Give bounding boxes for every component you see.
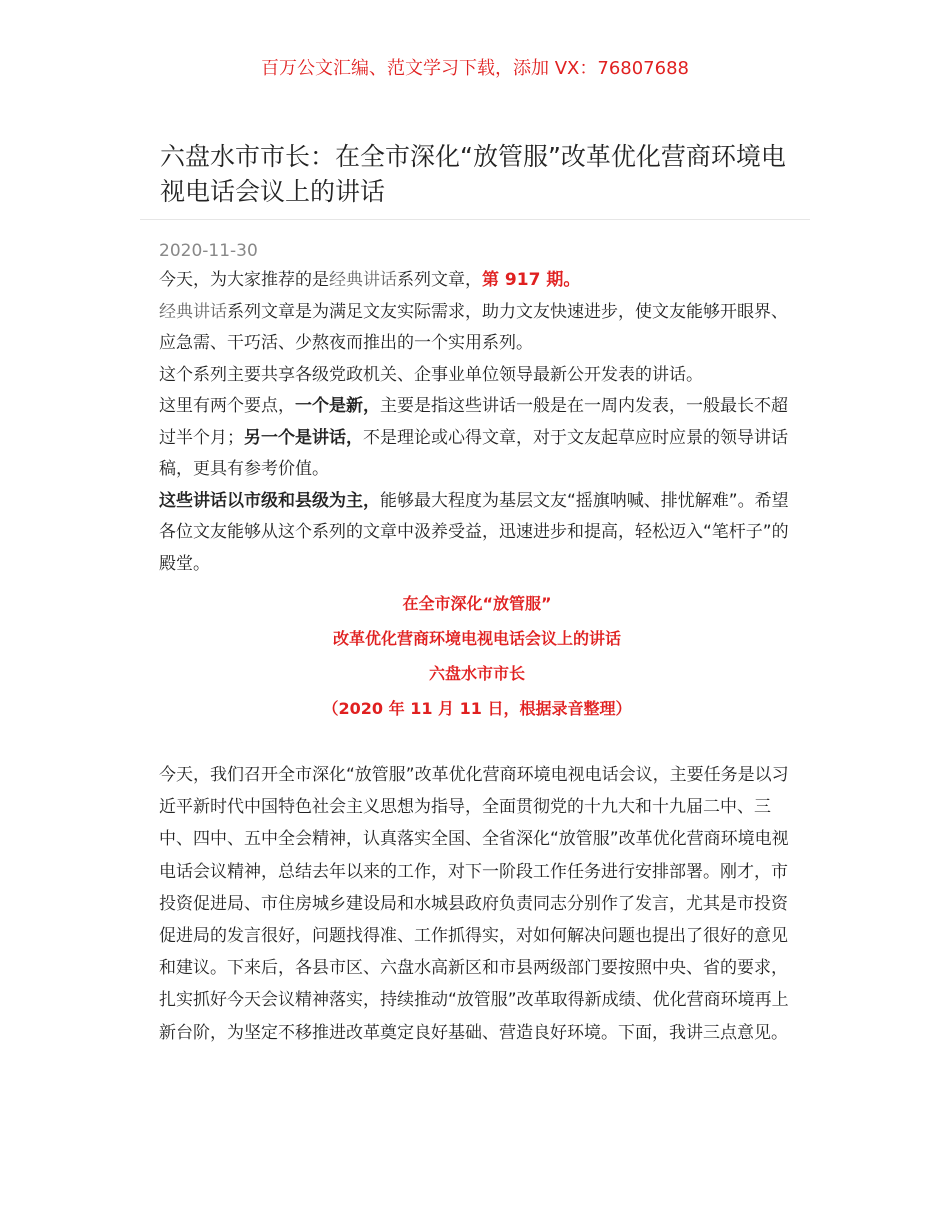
intro-text: 这里有两个要点， <box>159 396 295 416</box>
intro-section <box>159 265 795 580</box>
speech-date-note: （2020 年 11 月 11 日，根据录音整理） <box>322 699 632 718</box>
key-point: 这些讲话以市级和县级为主， <box>159 490 380 511</box>
speech-title-line-2: 改革优化营商环境电视电话会议上的讲话 <box>332 629 621 648</box>
publish-date: 2020-11-30 <box>159 241 258 261</box>
series-name: 经典讲话 <box>159 301 227 322</box>
key-point: 一个是新， <box>295 396 380 416</box>
intro-paragraph-1 <box>159 265 795 297</box>
speech-speaker: 六盘水市市长 <box>428 664 525 683</box>
promo-banner: 百万公文汇编、范文学习下载，添加 VX：76807688 <box>261 58 689 79</box>
issue-number: 第 917 期。 <box>482 270 581 290</box>
intro-text: 今天，为大家推荐的是 <box>159 270 329 290</box>
key-point: 另一个是讲话， <box>244 427 363 448</box>
intro-text: 能够最大程度为基层文友“摇旗呐喊、排忧解难”。希望各位文友能够从这个系列的文章中汲养受益，迅速进步和提高，轻松迈入“笔杆子”的殿堂。 <box>159 490 789 574</box>
speech-body-paragraph: 今天，我们召开全市深化“放管服”改革优化营商环境电视电话会议，主要任务是以习近平新时代中国特色社会主义思想为指导，全面贯彻党的十九大和十九届二中、三中、四中、五中全会精神，认真落实全国、全省深化“放管服”改革优化营商环境电视电话会议精神，总结去年以来的工作，对下一阶段工作任务进行安排部署。刚才，市投资促进局、市住房城乡建设局和水城县政府负责同志分别作了发言，尤其是市投资促进局的发言很好，问题找得准、工作抓得实，对如何解决问题也提出了很好的意见和建议。下来后，各县市区、六盘水高新区和市县两级部门要按照中央、省的要求，扎实抓好今天会议精神落实，持续推动“放管服”改革取得新成绩、优化营商环境再上新台阶，为坚定不移推进改革奠定良好基础、营造良好环境。下面，我讲三点意见。 <box>159 765 789 1043</box>
intro-text: 不是理论或心得文章，对于文友起草应时应景的领导讲话稿，更具有参考价值。 <box>159 427 788 479</box>
article-title: 六盘水市市长：在全市深化“放管服”改革优化营商环境电视电话会议上的讲话 <box>160 142 786 206</box>
intro-text: 系列文章是为满足文友实际需求，助力文友快速进步，使文友能够开眼界、应急需、干巧活、少熬夜而推出的一个实用系列。 <box>159 301 788 353</box>
intro-paragraph-5 <box>159 486 795 581</box>
intro-paragraph-4 <box>159 391 795 486</box>
title-divider <box>140 219 810 220</box>
intro-text: 系列文章， <box>397 270 482 290</box>
intro-text: 主要是指这些讲话一般是在一周内发表，一般最长不超过半个月； <box>159 396 788 448</box>
speech-title-line-1: 在全市深化“放管服” <box>402 594 552 613</box>
speech-heading <box>159 586 795 726</box>
series-name: 经典讲话 <box>329 270 397 290</box>
intro-paragraph-3: 这个系列主要共享各级党政机关、企事业单位领导最新公开发表的讲话。 <box>159 364 703 385</box>
intro-paragraph-2 <box>159 297 795 360</box>
